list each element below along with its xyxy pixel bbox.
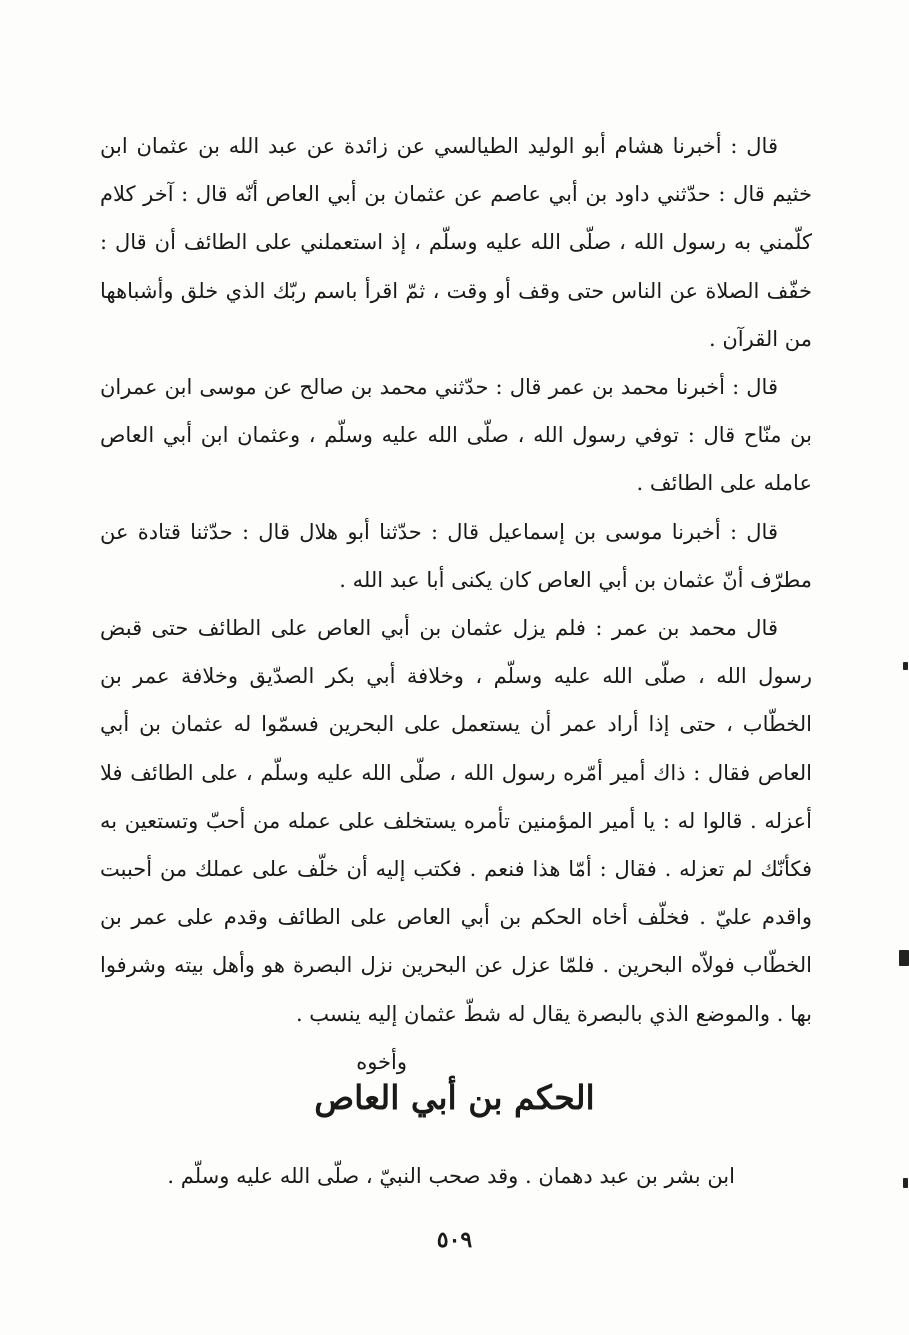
edge-mark bbox=[903, 1178, 908, 1188]
edge-mark bbox=[903, 662, 908, 670]
paragraph-4: قال محمد بن عمر : فلم يزل عثمان بن أبي العاص على الطائف حتى قبض رسول الله ، صلّى الله عليه وسلّم ، وخلافة أبي بكر الصدّيق وخلافة عمر بن الخطّاب ، حتى إذا أراد عمر أن يستعمل على البحرين فسمّوا له عثمان بن أبي العاص فقال : ذاك أمير أمّره رسول الله ، صلّى الله عليه وسلّم ، على الطائف فلا أعزله . قالوا له : يا أمير المؤمنين تأمره يستخلف على عمله من أحبّ وتستعين به فكأنّك لم تعزله . فقال : أمّا هذا فنعم . فكتب إليه أن خلّف على عملك من أحببت واقدم عليّ . فخلّف أخاه الحكم بن أبي العاص على الطائف وقدم على عمر بن الخطّاب فولاّه البحرين . فلمّا عزل عن البحرين نزل البصرة هو وأهل بيته وشرفوا بها . والموضع الذي بالبصرة يقال له شطّ عثمان إليه ينسب . bbox=[100, 616, 812, 1026]
page-number: ٥٠٩ bbox=[436, 1227, 473, 1253]
edge-mark bbox=[899, 950, 909, 966]
paragraph-3: قال : أخبرنا موسى بن إسماعيل قال : حدّثنا أبو هلال قال : حدّثنا قتادة عن مطرّف أنّ عثمان بن أبي العاص كان يكنى أبا عبد الله . bbox=[100, 519, 812, 592]
paragraph-2: قال : أخبرنا محمد بن عمر قال : حدّثني محمد بن صالح عن موسى ابن عمران بن منّاح قال : توفي رسول الله ، صلّى الله عليه وسلّم ، وعثمان ابن أبي العاص عامله على الطائف . bbox=[100, 375, 812, 496]
section-heading: الحكم بن أبي العاص bbox=[314, 1078, 595, 1117]
paragraph-1: قال : أخبرنا هشام أبو الوليد الطيالسي عن زائدة عن عبد الله بن عثمان ابن خثيم قال : حدّثني داود بن أبي عاصم عن عثمان بن أبي العاص أنّه قال : آخر كلام كلّمني به رسول الله ، صلّى الله عليه وسلّم ، إذ استعملني على الطائف أن قال : خفّف الصلاة عن الناس حتى وقف أو وقت ، ثمّ اقرأ باسم ربّك الذي خلق وأشباهها من القرآن . bbox=[100, 134, 812, 351]
main-text bbox=[100, 122, 812, 1086]
paragraph-5: وأخوه bbox=[356, 1049, 407, 1074]
section-intro: ابن بشر بن عبد دهمان . وقد صحب النبيّ ، صلّى الله عليه وسلّم . bbox=[167, 1164, 735, 1188]
